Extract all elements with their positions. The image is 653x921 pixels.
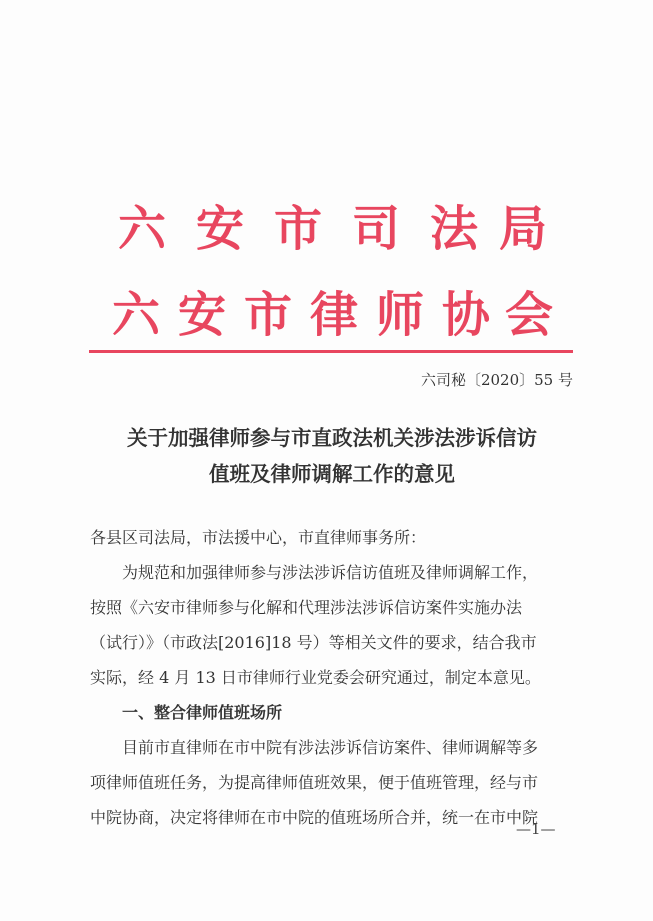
header-char: 协 (441, 287, 490, 343)
header-char: 司 (351, 201, 400, 257)
paragraph-line: 按照《六安市律师参与化解和代理涉法涉诉信访案件实施办法 (90, 598, 523, 617)
title-line-2: 值班及律师调解工作的意见 (209, 462, 455, 486)
paragraph-line: 目前市直律师在市中院有涉法涉诉信访案件、律师调解等多 (122, 738, 539, 757)
red-divider-rule (89, 350, 573, 353)
paragraph-line: （试行）》（市政法[2016]18 号）等相关文件的要求，结合我市 (90, 633, 537, 652)
paragraph-line: 为规范和加强律师参与涉法涉诉信访值班及律师调解工作， (122, 563, 539, 582)
section-heading: 一、整合律师值班场所 (122, 703, 283, 722)
paragraph-line: 实际，经 4 月 13 日市律师行业党委会研究通过，制定本意见。 (90, 668, 541, 687)
header-char: 会 (504, 287, 553, 343)
issuer-header-justice-bureau (103, 190, 565, 259)
header-char: 律 (309, 287, 358, 343)
title-line-1: 关于加强律师参与市直政法机关涉法涉诉信访 (127, 426, 537, 450)
issuer-header-lawyers-association (103, 276, 565, 345)
document-number: 六司秘〔2020〕55 号 (420, 371, 573, 389)
header-char: 安 (195, 201, 244, 257)
header-char: 六 (111, 287, 160, 343)
document-title (90, 420, 574, 492)
document-body (90, 520, 572, 835)
page-number: —1— (516, 820, 556, 838)
header-char: 安 (177, 287, 226, 343)
header-char: 市 (243, 287, 292, 343)
header-char: 局 (498, 201, 547, 257)
addressee: 各县区司法局，市法援中心，市直律师事务所： (90, 528, 427, 547)
paragraph-line: 项律师值班任务，为提高律师值班效果，便于值班管理，经与市 (90, 773, 539, 792)
header-char: 师 (375, 287, 424, 343)
header-char: 市 (273, 201, 322, 257)
header-char: 六 (117, 201, 166, 257)
header-char: 法 (429, 201, 478, 257)
paragraph-line: 中院协商，决定将律师在市中院的值班场所合并，统一在市中院 (90, 808, 539, 827)
